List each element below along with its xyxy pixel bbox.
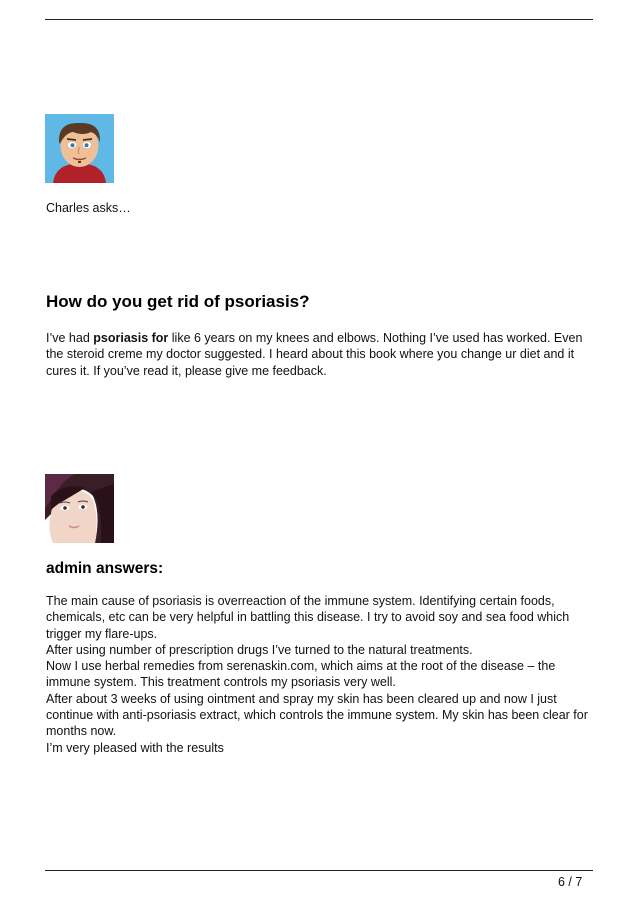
question-body-rest: like 6 years on my knees and elbows. Nothing I’ve used has worked. Even the steroid creme my doctor suggested. I heard about this book where you change ur diet and it cures it. If you’ve read it, please give me feedback. bbox=[46, 331, 583, 378]
answer-body bbox=[46, 593, 596, 756]
answer-line: The main cause of psoriasis is overreaction of the immune system. Identifying certain foods, chemicals, etc can be very helpful in battling this disease. I try to avoid soy and sea food which trigger my flare-ups. bbox=[46, 594, 570, 641]
answerer-avatar bbox=[45, 474, 114, 543]
question-body-bold: psoriasis for bbox=[93, 331, 169, 345]
bottom-rule bbox=[45, 870, 593, 871]
answer-title: admin answers: bbox=[46, 560, 164, 577]
answer-line: I’m very pleased with the results bbox=[46, 740, 224, 755]
asker-label: Charles asks… bbox=[46, 201, 131, 215]
question-title: How do you get rid of psoriasis? bbox=[46, 292, 310, 311]
top-rule bbox=[45, 19, 593, 20]
question-body-prefix: I’ve had bbox=[46, 331, 94, 345]
answer-line: Now I use herbal remedies from serenaskin.com, which aims at the root of the disease – the immune system. This treatment controls my psoriasis very well. bbox=[46, 659, 556, 690]
asker-avatar bbox=[45, 114, 114, 183]
question-body bbox=[46, 330, 596, 379]
answer-line: After about 3 weeks of using ointment and spray my skin has been cleared up and now I just continue with anti-psoriasis extract, which controls the immune system. My skin has been clear for months now. bbox=[46, 691, 588, 739]
answer-line: After using number of prescription drugs I’ve turned to the natural treatments. bbox=[46, 642, 473, 657]
page-number: 6 / 7 bbox=[558, 875, 583, 889]
